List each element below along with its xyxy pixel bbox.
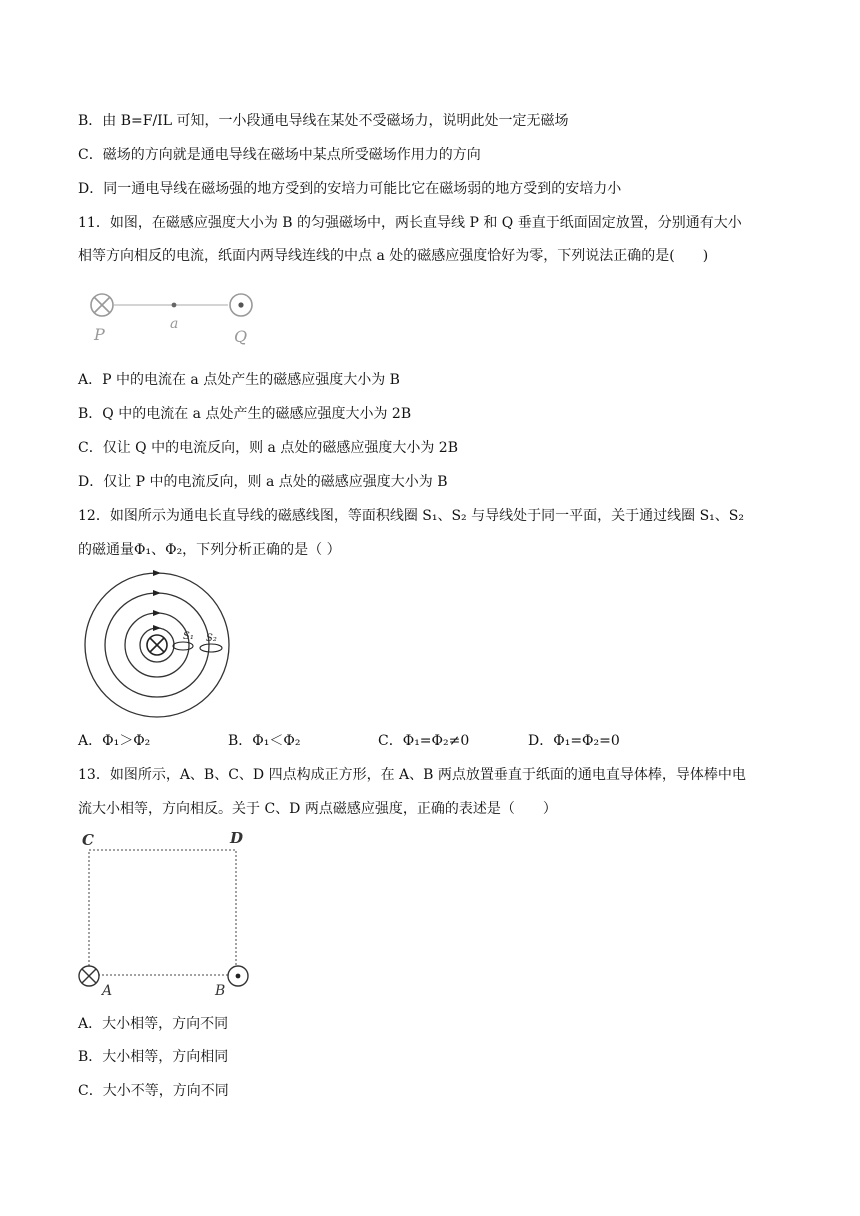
q12-figure [76,571,242,721]
q12-option-a: A．Φ₁＞Φ₂ [78,733,151,749]
label-c: C [82,831,94,849]
q10-option-d: D．同一通电导线在磁场强的地方受到的安培力可能比它在磁场弱的地方受到的安培力小 [78,181,622,197]
q13-option-c: C．大小不等，方向不同 [78,1083,229,1099]
wire-q-out-of-page-icon [230,294,252,316]
arrow-middle-icon [153,590,161,596]
wire-a-into-page-icon [79,966,99,986]
label-a-point: A [102,983,113,999]
q12-option-b: B．Φ₁＜Φ₂ [228,733,301,749]
q12-stem-line-2: 的磁通量Φ₁、Φ₂，下列分析正确的是（ ） [78,542,341,558]
q11-option-c: C．仅让 Q 中的电流反向，则 a 点处的磁感应强度大小为 2B [78,440,458,456]
q12-option-c: C．Φ₁=Φ₂≠0 [378,733,470,749]
arrow-outer-icon [153,570,161,576]
arrow-inner-icon [153,610,161,616]
q13-option-a: A．大小相等，方向不同 [78,1016,229,1032]
q11-figure [80,284,280,350]
arrow-innermost-icon [153,625,161,631]
q12-stem-line-1: 12．如图所示为通电长直导线的磁感线图，等面积线圈 S₁、S₂ 与导线处于同一平面，关于通过线圈 S₁、S₂ [78,508,744,524]
point-a-dot [172,303,177,308]
q11-option-b: B．Q 中的电流在 a 点处产生的磁感应强度大小为 2B [78,406,412,422]
q13-stem-line-1: 13．如图所示，A、B、C、D 四点构成正方形，在 A、B 两点放置垂直于纸面的通电直导体棒，导体棒中电 [78,767,746,783]
q12-option-d: D．Φ₁=Φ₂=0 [528,733,620,749]
label-p: P [94,325,105,344]
label-q: Q [234,327,248,346]
q11-stem-line-1: 11．如图，在磁感应强度大小为 B 的匀强磁场中，两长直导线 P 和 Q 垂直于纸面固定放置，分别通有大小 [78,215,742,231]
q13-figure [76,826,256,1002]
wire-b-out-of-page-icon [228,966,248,986]
label-b-point: B [215,983,226,999]
label-d: D [230,829,244,847]
wire-p-into-page-icon [91,294,113,316]
label-s2: S₂ [206,633,217,644]
q10-option-b: B．由 B=F/IL 可知，一小段通电导线在某处不受磁场力，说明此处一定无磁场 [78,113,569,129]
q10-option-c: C．磁场的方向就是通电导线在磁场中某点所受磁场作用力的方向 [78,147,481,163]
wire-into-page-icon [147,635,167,655]
q13-stem-line-2: 流大小相等，方向相反。关于 C、D 两点磁感应强度，正确的表述是（ ） [78,801,557,817]
label-a: a [170,316,179,332]
label-s1: S₁ [183,631,194,642]
q11-stem-line-2: 相等方向相反的电流，纸面内两导线连线的中点 a 处的磁感应强度恰好为零，下列说法正确的是( ) [78,248,709,264]
q13-option-b: B．大小相等，方向相同 [78,1049,229,1065]
q11-option-d: D．仅让 P 中的电流反向，则 a 点处的磁感应强度大小为 B [78,474,448,490]
coil-s1 [173,642,193,650]
coil-s2 [200,644,222,652]
q11-option-a: A．P 中的电流在 a 点处产生的磁感应强度大小为 B [78,372,400,388]
square-abcd-dashed [89,850,236,975]
